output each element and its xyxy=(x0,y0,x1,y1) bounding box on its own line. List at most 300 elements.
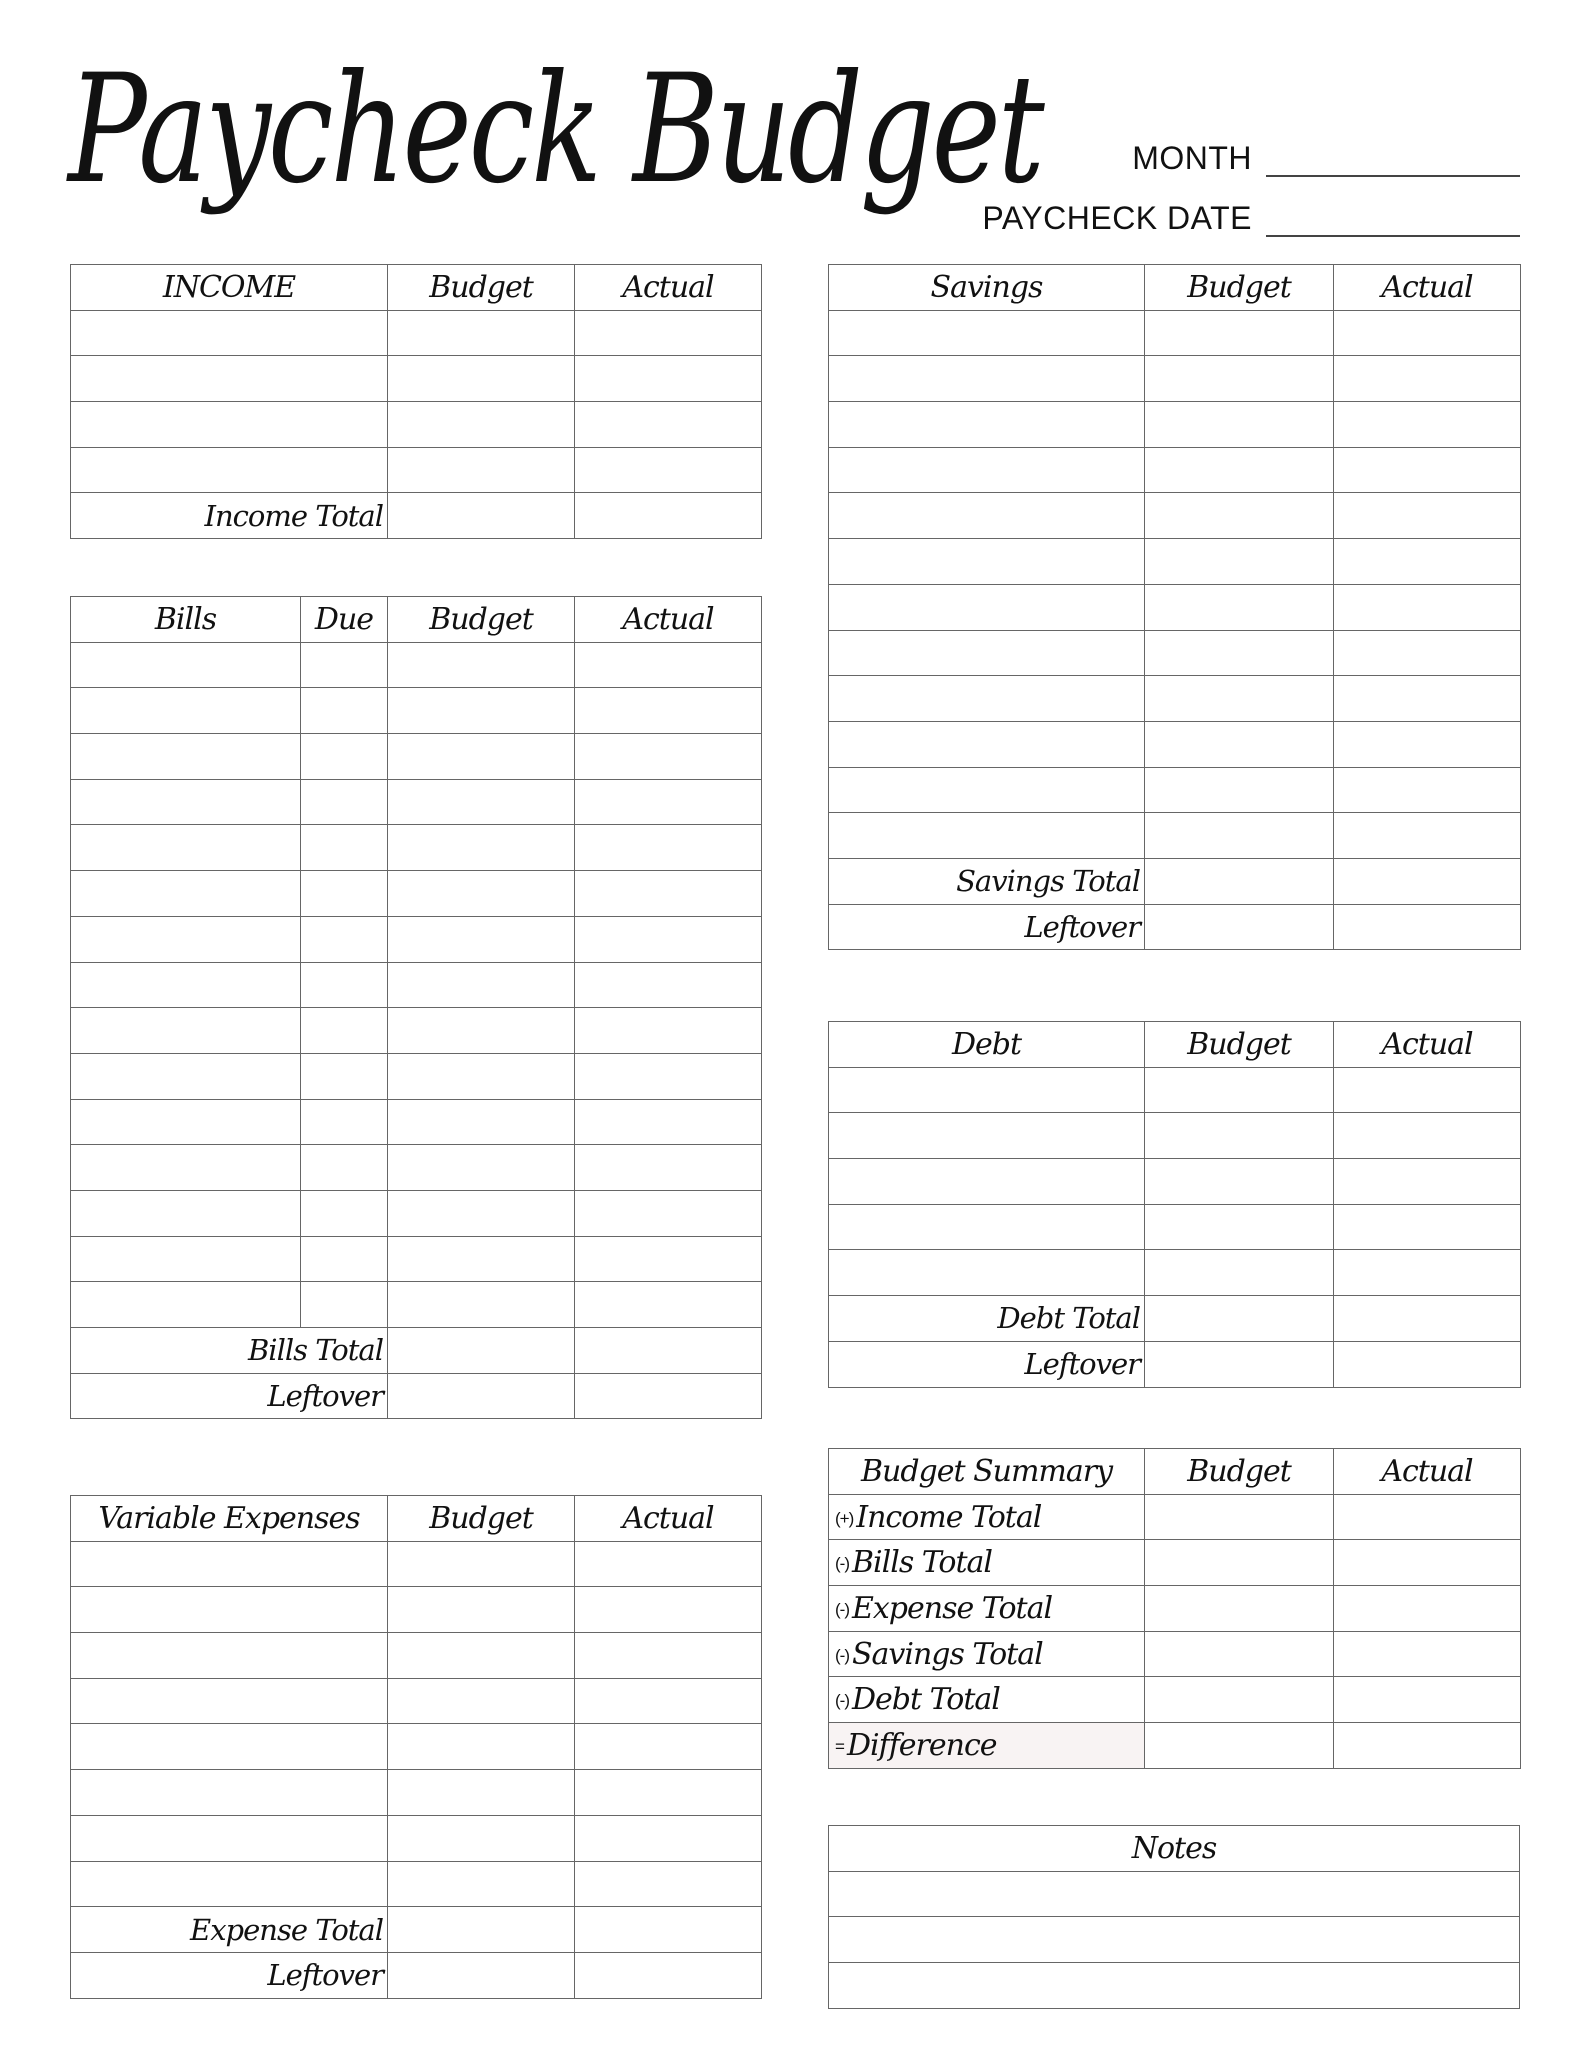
entry-cell[interactable] xyxy=(1334,539,1521,585)
entry-cell[interactable] xyxy=(301,871,388,917)
entry-cell[interactable] xyxy=(388,310,575,356)
entry-cell[interactable] xyxy=(1145,539,1334,585)
entry-cell[interactable] xyxy=(1145,1113,1334,1159)
table-row xyxy=(71,1236,762,1282)
entry-cell[interactable] xyxy=(575,688,762,734)
entry-cell[interactable] xyxy=(829,1250,1145,1296)
entry-cell[interactable] xyxy=(1145,1250,1334,1296)
budget-total-cell[interactable] xyxy=(1145,1296,1334,1342)
total-row xyxy=(71,1373,762,1419)
label: Bills Total xyxy=(851,1545,993,1581)
table-row xyxy=(71,1815,762,1861)
entry-cell[interactable] xyxy=(301,825,388,871)
summary-label xyxy=(829,1586,1145,1632)
entry-cell[interactable] xyxy=(301,779,388,825)
table-row xyxy=(71,1861,762,1907)
column-header: Budget xyxy=(1145,1449,1334,1495)
column-header: Savings xyxy=(829,265,1145,311)
budget-total-cell[interactable] xyxy=(1145,858,1334,904)
actual-cell[interactable] xyxy=(1334,1723,1521,1769)
table-row xyxy=(71,1633,762,1679)
sign: (-) xyxy=(835,1554,849,1574)
entry-cell[interactable] xyxy=(1334,402,1521,448)
budget-total-cell[interactable] xyxy=(1145,1341,1334,1387)
entry-cell[interactable] xyxy=(575,1770,762,1816)
table-row xyxy=(71,1145,762,1191)
entry-cell[interactable] xyxy=(1145,402,1334,448)
savings-table xyxy=(828,264,1521,950)
label: Income Total xyxy=(856,1499,1042,1535)
entry-cell[interactable] xyxy=(575,962,762,1008)
entry-cell[interactable] xyxy=(71,402,388,448)
entry-cell[interactable] xyxy=(829,1204,1145,1250)
table-row xyxy=(71,1099,762,1145)
actual-total-cell[interactable] xyxy=(575,1952,762,1998)
entry-cell[interactable] xyxy=(71,1541,388,1587)
table-row xyxy=(71,825,762,871)
entry-cell[interactable] xyxy=(575,1541,762,1587)
summary-label xyxy=(829,1723,1145,1769)
table-row xyxy=(829,493,1521,539)
header-row xyxy=(829,1449,1521,1495)
entry-cell[interactable] xyxy=(71,356,388,402)
entry-cell[interactable] xyxy=(829,813,1145,859)
total-label: Leftover xyxy=(71,1373,388,1419)
entry-cell[interactable] xyxy=(71,825,301,871)
summary-row xyxy=(829,1677,1521,1723)
table-row xyxy=(829,676,1521,722)
entry-cell[interactable] xyxy=(301,1099,388,1145)
entry-cell[interactable] xyxy=(301,962,388,1008)
entry-cell[interactable] xyxy=(1334,356,1521,402)
table-row xyxy=(71,1678,762,1724)
debt-table xyxy=(828,1021,1521,1388)
entry-cell[interactable] xyxy=(575,1190,762,1236)
header-row xyxy=(829,265,1521,311)
entry-cell[interactable] xyxy=(829,1159,1145,1205)
entry-cell[interactable] xyxy=(1145,721,1334,767)
table-row xyxy=(71,871,762,917)
entry-cell[interactable] xyxy=(575,1678,762,1724)
table-row xyxy=(71,779,762,825)
table-row xyxy=(71,1770,762,1816)
actual-cell[interactable] xyxy=(1334,1631,1521,1677)
table-row xyxy=(71,734,762,780)
budget-cell[interactable] xyxy=(1145,1540,1334,1586)
entry-cell[interactable] xyxy=(388,1633,575,1679)
total-row xyxy=(71,493,762,539)
entry-cell[interactable] xyxy=(575,1008,762,1054)
entry-cell[interactable] xyxy=(1334,721,1521,767)
entry-cell[interactable] xyxy=(71,1724,388,1770)
entry-cell[interactable] xyxy=(388,1053,575,1099)
entry-cell[interactable] xyxy=(71,1633,388,1679)
table-row xyxy=(829,1067,1521,1113)
label: Difference xyxy=(846,1727,997,1763)
label: Expense Total xyxy=(851,1590,1053,1626)
table-row xyxy=(71,1190,762,1236)
entry-cell[interactable] xyxy=(1334,1250,1521,1296)
column-header: Actual xyxy=(1334,265,1521,311)
entry-cell[interactable] xyxy=(388,779,575,825)
column-header: Actual xyxy=(1334,1449,1521,1495)
actual-total-cell[interactable] xyxy=(575,1328,762,1374)
entry-cell[interactable] xyxy=(388,1282,575,1328)
entry-cell[interactable] xyxy=(388,1678,575,1724)
budget-total-cell[interactable] xyxy=(388,1907,575,1953)
entry-cell[interactable] xyxy=(71,1190,301,1236)
entry-cell[interactable] xyxy=(575,1587,762,1633)
entry-cell[interactable] xyxy=(575,871,762,917)
table-row xyxy=(829,630,1521,676)
entry-cell[interactable] xyxy=(829,630,1145,676)
entry-cell[interactable] xyxy=(1334,447,1521,493)
entry-cell[interactable] xyxy=(829,767,1145,813)
column-header: Budget xyxy=(388,265,575,311)
column-header: Budget xyxy=(1145,265,1334,311)
column-header: Actual xyxy=(575,597,762,643)
entry-cell[interactable] xyxy=(71,1099,301,1145)
total-label: Leftover xyxy=(71,1952,388,1998)
table-row xyxy=(829,539,1521,585)
budget-summary-table xyxy=(828,1448,1521,1769)
income-table xyxy=(70,264,762,539)
entry-cell[interactable] xyxy=(388,1099,575,1145)
column-header: Bills xyxy=(71,597,301,643)
entry-cell[interactable] xyxy=(71,1008,301,1054)
entry-cell[interactable] xyxy=(388,1770,575,1816)
entry-cell[interactable] xyxy=(1145,310,1334,356)
notes-entry[interactable] xyxy=(829,1871,1520,1917)
entry-cell[interactable] xyxy=(829,584,1145,630)
budget-total-cell[interactable] xyxy=(1145,904,1334,950)
table-row xyxy=(829,584,1521,630)
entry-cell[interactable] xyxy=(388,356,575,402)
total-row xyxy=(829,1296,1521,1342)
entry-cell[interactable] xyxy=(575,1282,762,1328)
table-row xyxy=(71,447,762,493)
table-row xyxy=(829,447,1521,493)
entry-cell[interactable] xyxy=(388,916,575,962)
entry-cell[interactable] xyxy=(1145,493,1334,539)
entry-cell[interactable] xyxy=(301,688,388,734)
entry-cell[interactable] xyxy=(829,356,1145,402)
entry-cell[interactable] xyxy=(388,402,575,448)
paycheck-date-input-line[interactable] xyxy=(1266,205,1520,237)
entry-cell[interactable] xyxy=(301,1008,388,1054)
table-row xyxy=(829,813,1521,859)
table-row xyxy=(71,688,762,734)
entry-cell[interactable] xyxy=(71,1770,388,1816)
table-row xyxy=(829,721,1521,767)
entry-cell[interactable] xyxy=(1334,1113,1521,1159)
entry-cell[interactable] xyxy=(1334,493,1521,539)
actual-cell[interactable] xyxy=(1334,1494,1521,1540)
month-input-line[interactable] xyxy=(1266,145,1520,177)
budget-total-cell[interactable] xyxy=(388,1952,575,1998)
entry-cell[interactable] xyxy=(1334,676,1521,722)
paycheck-date-label: PAYCHECK DATE xyxy=(982,200,1252,236)
actual-cell[interactable] xyxy=(1334,1540,1521,1586)
entry-cell[interactable] xyxy=(1145,630,1334,676)
entry-cell[interactable] xyxy=(388,1190,575,1236)
entry-cell[interactable] xyxy=(1334,813,1521,859)
entry-cell[interactable] xyxy=(388,642,575,688)
summary-label xyxy=(829,1677,1145,1723)
budget-cell[interactable] xyxy=(1145,1494,1334,1540)
entry-cell[interactable] xyxy=(575,310,762,356)
header-row xyxy=(829,1826,1520,1872)
total-label: Expense Total xyxy=(71,1907,388,1953)
column-header: Actual xyxy=(575,1496,762,1542)
total-row xyxy=(829,1341,1521,1387)
sign: = xyxy=(835,1736,844,1756)
entry-cell[interactable] xyxy=(1145,1204,1334,1250)
entry-cell[interactable] xyxy=(1334,767,1521,813)
budget-total-cell[interactable] xyxy=(388,1373,575,1419)
entry-cell[interactable] xyxy=(388,871,575,917)
sign: (+) xyxy=(835,1508,854,1528)
entry-cell[interactable] xyxy=(575,1145,762,1191)
entry-cell[interactable] xyxy=(71,688,301,734)
entry-cell[interactable] xyxy=(1145,676,1334,722)
column-header: Variable Expenses xyxy=(71,1496,388,1542)
entry-cell[interactable] xyxy=(1145,813,1334,859)
table-row xyxy=(71,1282,762,1328)
entry-cell[interactable] xyxy=(575,447,762,493)
total-row xyxy=(71,1907,762,1953)
entry-cell[interactable] xyxy=(71,962,301,1008)
label: Savings Total xyxy=(851,1636,1043,1672)
entry-cell[interactable] xyxy=(829,447,1145,493)
entry-cell[interactable] xyxy=(71,642,301,688)
entry-cell[interactable] xyxy=(575,1724,762,1770)
budget-total-cell[interactable] xyxy=(388,493,575,539)
budget-cell[interactable] xyxy=(1145,1677,1334,1723)
actual-total-cell[interactable] xyxy=(1334,1341,1521,1387)
table-row xyxy=(829,1204,1521,1250)
sign: (-) xyxy=(835,1691,849,1711)
column-header: Budget Summary xyxy=(829,1449,1145,1495)
entry-cell[interactable] xyxy=(575,402,762,448)
column-header: Actual xyxy=(575,265,762,311)
table-row xyxy=(71,1541,762,1587)
entry-cell[interactable] xyxy=(71,1145,301,1191)
table-row xyxy=(829,402,1521,448)
entry-cell[interactable] xyxy=(71,734,301,780)
header-row xyxy=(829,1022,1521,1068)
entry-cell[interactable] xyxy=(575,356,762,402)
sign: (-) xyxy=(835,1599,849,1619)
entry-cell[interactable] xyxy=(301,1236,388,1282)
total-label: Bills Total xyxy=(71,1328,388,1374)
entry-cell[interactable] xyxy=(388,688,575,734)
budget-cell[interactable] xyxy=(1145,1586,1334,1632)
table-row xyxy=(829,356,1521,402)
entry-cell[interactable] xyxy=(1334,1204,1521,1250)
entry-cell[interactable] xyxy=(575,1236,762,1282)
entry-cell[interactable] xyxy=(388,1008,575,1054)
entry-cell[interactable] xyxy=(575,1099,762,1145)
column-header: Budget xyxy=(388,597,575,643)
actual-total-cell[interactable] xyxy=(575,493,762,539)
entry-cell[interactable] xyxy=(1145,1067,1334,1113)
entry-cell[interactable] xyxy=(301,1282,388,1328)
entry-cell[interactable] xyxy=(71,1282,301,1328)
actual-cell[interactable] xyxy=(1334,1586,1521,1632)
entry-cell[interactable] xyxy=(388,734,575,780)
table-row xyxy=(829,310,1521,356)
entry-cell[interactable] xyxy=(829,493,1145,539)
entry-cell[interactable] xyxy=(71,1587,388,1633)
entry-cell[interactable] xyxy=(1145,1159,1334,1205)
summary-row xyxy=(829,1723,1521,1769)
total-label: Leftover xyxy=(829,904,1145,950)
entry-cell[interactable] xyxy=(71,1236,301,1282)
table-row xyxy=(71,962,762,1008)
entry-cell[interactable] xyxy=(71,1861,388,1907)
total-row xyxy=(71,1328,762,1374)
entry-cell[interactable] xyxy=(71,310,388,356)
entry-cell[interactable] xyxy=(829,721,1145,767)
entry-cell[interactable] xyxy=(71,779,301,825)
summary-row xyxy=(829,1631,1521,1677)
entry-cell[interactable] xyxy=(388,1861,575,1907)
column-header: Actual xyxy=(1334,1022,1521,1068)
entry-cell[interactable] xyxy=(575,642,762,688)
summary-label xyxy=(829,1540,1145,1586)
entry-cell[interactable] xyxy=(71,1053,301,1099)
summary-row xyxy=(829,1540,1521,1586)
entry-cell[interactable] xyxy=(301,1190,388,1236)
entry-cell[interactable] xyxy=(829,1067,1145,1113)
total-row xyxy=(829,904,1521,950)
entry-cell[interactable] xyxy=(388,447,575,493)
actual-total-cell[interactable] xyxy=(1334,1296,1521,1342)
entry-cell[interactable] xyxy=(388,1145,575,1191)
entry-cell[interactable] xyxy=(575,1815,762,1861)
actual-total-cell[interactable] xyxy=(1334,904,1521,950)
entry-cell[interactable] xyxy=(575,1861,762,1907)
summary-label xyxy=(829,1494,1145,1540)
entry-cell[interactable] xyxy=(301,1145,388,1191)
entry-cell[interactable] xyxy=(388,1541,575,1587)
variable-expenses-table xyxy=(70,1495,762,1999)
entry-cell[interactable] xyxy=(388,1587,575,1633)
total-row xyxy=(829,858,1521,904)
entry-cell[interactable] xyxy=(388,825,575,871)
entry-cell[interactable] xyxy=(575,1633,762,1679)
entry-cell[interactable] xyxy=(829,1113,1145,1159)
entry-cell[interactable] xyxy=(301,1053,388,1099)
column-header: Due xyxy=(301,597,388,643)
notes-header: Notes xyxy=(829,1826,1520,1872)
entry-cell[interactable] xyxy=(388,1724,575,1770)
budget-cell[interactable] xyxy=(1145,1631,1334,1677)
entry-cell[interactable] xyxy=(71,916,301,962)
entry-cell[interactable] xyxy=(1334,1067,1521,1113)
notes-line xyxy=(829,1871,1520,1917)
table-row xyxy=(71,356,762,402)
actual-total-cell[interactable] xyxy=(575,1373,762,1419)
total-label: Debt Total xyxy=(829,1296,1145,1342)
label: Debt Total xyxy=(851,1682,1000,1718)
entry-cell[interactable] xyxy=(301,916,388,962)
month-field xyxy=(1132,140,1520,177)
entry-cell[interactable] xyxy=(1334,1159,1521,1205)
table-row xyxy=(71,916,762,962)
column-header: Budget xyxy=(1145,1022,1334,1068)
entry-cell[interactable] xyxy=(1334,584,1521,630)
entry-cell[interactable] xyxy=(301,734,388,780)
budget-cell[interactable] xyxy=(1145,1723,1334,1769)
entry-cell[interactable] xyxy=(575,779,762,825)
actual-total-cell[interactable] xyxy=(575,1907,762,1953)
notes-line xyxy=(829,1917,1520,1963)
page-title: Paycheck Budget xyxy=(68,43,1042,217)
month-label: MONTH xyxy=(1132,140,1252,176)
total-label: Leftover xyxy=(829,1341,1145,1387)
budget-total-cell[interactable] xyxy=(388,1328,575,1374)
total-label: Income Total xyxy=(71,493,388,539)
entry-cell[interactable] xyxy=(71,1815,388,1861)
entry-cell[interactable] xyxy=(1145,767,1334,813)
table-row xyxy=(71,402,762,448)
header-row xyxy=(71,597,762,643)
table-row xyxy=(829,1159,1521,1205)
notes-entry[interactable] xyxy=(829,1963,1520,2009)
header-row xyxy=(71,1496,762,1542)
table-row xyxy=(71,310,762,356)
entry-cell[interactable] xyxy=(575,734,762,780)
bills-table xyxy=(70,596,762,1419)
entry-cell[interactable] xyxy=(388,1815,575,1861)
entry-cell[interactable] xyxy=(301,642,388,688)
total-label: Savings Total xyxy=(829,858,1145,904)
entry-cell[interactable] xyxy=(71,871,301,917)
summary-row xyxy=(829,1494,1521,1540)
entry-cell[interactable] xyxy=(1145,584,1334,630)
entry-cell[interactable] xyxy=(829,310,1145,356)
entry-cell[interactable] xyxy=(388,1236,575,1282)
entry-cell[interactable] xyxy=(829,402,1145,448)
entry-cell[interactable] xyxy=(575,916,762,962)
summary-label xyxy=(829,1631,1145,1677)
actual-total-cell[interactable] xyxy=(1334,858,1521,904)
table-row xyxy=(71,1724,762,1770)
entry-cell[interactable] xyxy=(575,1053,762,1099)
notes-entry[interactable] xyxy=(829,1917,1520,1963)
entry-cell[interactable] xyxy=(829,539,1145,585)
entry-cell[interactable] xyxy=(829,676,1145,722)
entry-cell[interactable] xyxy=(575,825,762,871)
header-row xyxy=(71,265,762,311)
table-row xyxy=(829,1250,1521,1296)
table-row xyxy=(71,1008,762,1054)
entry-cell[interactable] xyxy=(1334,310,1521,356)
entry-cell[interactable] xyxy=(1145,356,1334,402)
notes-table xyxy=(828,1825,1520,2009)
entry-cell[interactable] xyxy=(1145,447,1334,493)
entry-cell[interactable] xyxy=(71,447,388,493)
entry-cell[interactable] xyxy=(1334,630,1521,676)
summary-row xyxy=(829,1586,1521,1632)
paycheck-date-field xyxy=(982,200,1520,237)
entry-cell[interactable] xyxy=(388,962,575,1008)
table-row xyxy=(71,1587,762,1633)
actual-cell[interactable] xyxy=(1334,1677,1521,1723)
entry-cell[interactable] xyxy=(71,1678,388,1724)
